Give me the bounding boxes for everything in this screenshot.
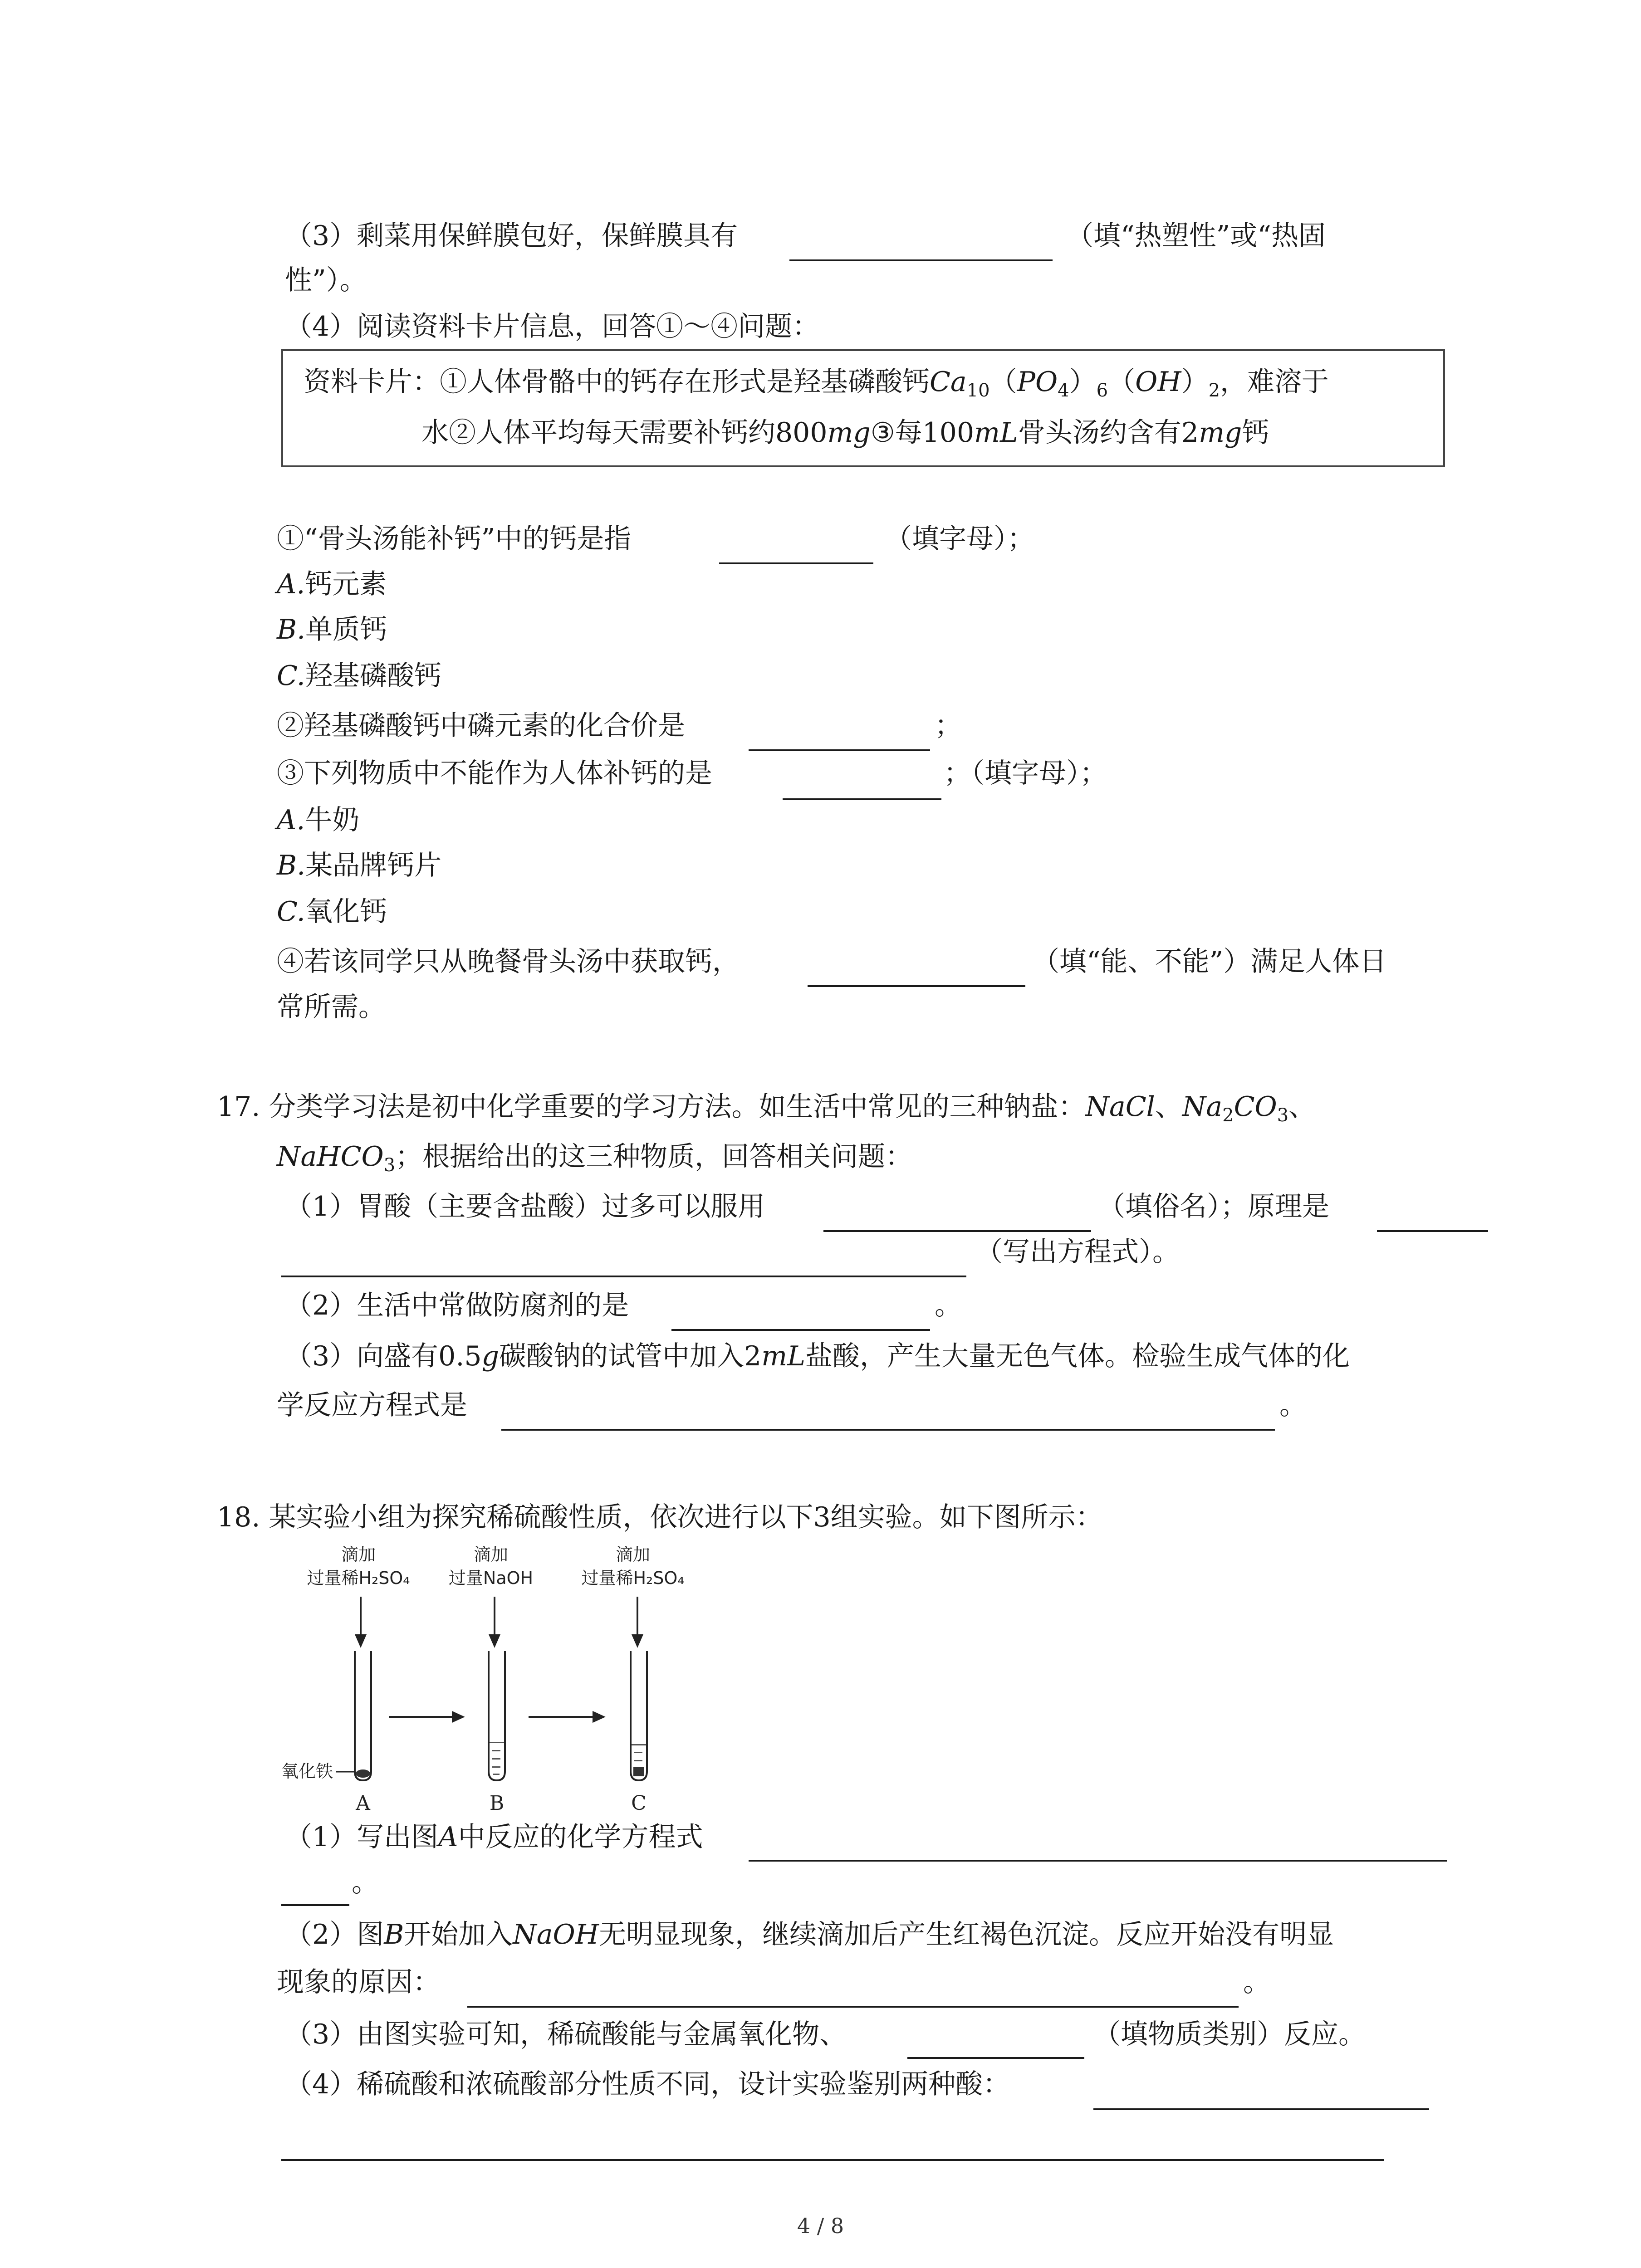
q17-part1-blank-equation-b[interactable] <box>281 1276 966 1277</box>
q16-part3-line1 <box>285 218 738 254</box>
q17-part3-line2: 学反应方程式是 <box>277 1389 467 1421</box>
q18-part2-end: 。 <box>1243 1966 1270 1998</box>
q16-sub1-hint: （填字母）； <box>885 523 1034 555</box>
q16-sub1-option-a[interactable]: A.钙元素 <box>277 568 387 600</box>
page-number: 4 / 8 <box>797 2214 844 2238</box>
q18-stem: 18. 某实验小组为探究稀硫酸性质，依次进行以下3组实验。如下图所示： <box>217 1501 1103 1533</box>
q16-sub3-option-b[interactable]: B.某品牌钙片 <box>277 850 442 881</box>
q16-sub1-blank[interactable] <box>719 562 873 564</box>
q16-sub2-blank[interactable] <box>749 749 930 751</box>
tube-label-b: B <box>489 1792 505 1815</box>
q16-part3-blank[interactable] <box>789 259 1053 261</box>
q18-part1-blank-b[interactable] <box>281 1904 349 1906</box>
q16-sub3-blank[interactable] <box>783 798 941 800</box>
q16-sub2-end: ； <box>935 710 962 742</box>
tube-label-a: A <box>356 1792 370 1815</box>
q18-part1-blank-a[interactable] <box>749 1860 1447 1862</box>
q18-part2-blank[interactable] <box>467 2006 1239 2008</box>
q18-part3-text: （3）由图实验可知，稀硫酸能与金属氧化物、 <box>285 2019 847 2050</box>
q18-part1-text: （1）写出图A中反应的化学方程式 <box>285 1821 703 1853</box>
q18-part3-blank[interactable] <box>907 2057 1084 2059</box>
q18-part4-blank-a[interactable] <box>1093 2108 1429 2110</box>
q16-part3-line2: 性”）。 <box>285 264 367 296</box>
tube-c-top-label-2: 过量稀H₂SO₄ <box>581 1568 685 1588</box>
test-tubes <box>355 1651 647 1780</box>
q16-part4-intro: （4）阅读资料卡片信息，回答①～④问题： <box>285 311 820 342</box>
q16-sub4-hint: （填“能、不能”）满足人体日 <box>1032 946 1387 978</box>
info-card-line1: 资料卡片：①人体骨骼中的钙存在形式是羟基磷酸钙$Ca_{10}(PO_4)_6(OH)_2$，难溶于 <box>304 366 1329 401</box>
q18-part4-blank-b[interactable] <box>281 2159 1384 2161</box>
sequence-arrows <box>389 1712 603 1721</box>
q17-part2-text: （2）生活中常做防腐剂的是 <box>285 1290 629 1321</box>
q16-sub3-option-c[interactable]: C.氧化钙 <box>277 896 387 928</box>
q16-sub1-option-c[interactable]: C.羟基磷酸钙 <box>277 660 441 692</box>
q16-part3-hint: （填“热塑性”或“热固 <box>1066 220 1326 252</box>
q17-stem-line2: NaHCO$_3$；根据给出的这三种物质，回答相关问题： <box>277 1141 913 1176</box>
q17-part2-end: 。 <box>935 1290 962 1321</box>
q16-sub2-question: ②羟基磷酸钙中磷元素的化合价是 <box>277 710 685 742</box>
q18-part1-end: 。 <box>352 1867 379 1898</box>
q16-sub1-option-b[interactable]: B.单质钙 <box>277 614 387 645</box>
q18-part4-text: （4）稀硫酸和浓硫酸部分性质不同，设计实验鉴别两种酸： <box>285 2068 1010 2100</box>
q16-sub3-hint: ；（填字母）； <box>944 758 1107 789</box>
q16-sub4-blank[interactable] <box>808 985 1025 987</box>
info-card <box>281 349 1445 467</box>
tube-a-top-label-1: 滴加 <box>341 1545 376 1564</box>
q16-sub4-question: ④若该同学只从晚餐骨头汤中获取钙， <box>277 946 740 978</box>
q16-sub3-option-a[interactable]: A.牛奶 <box>277 804 360 836</box>
drip-arrows <box>356 1597 642 1646</box>
tube-a-top-label-2: 过量稀H₂SO₄ <box>307 1568 410 1588</box>
q18-part2-line2: 现象的原因： <box>277 1966 440 1998</box>
q18-part3-hint: （填物质类别）反应。 <box>1093 2019 1366 2050</box>
ferric-oxide-label: 氧化铁 <box>281 1761 333 1781</box>
q17-part3-end: 。 <box>1279 1389 1307 1421</box>
q17-part2-blank[interactable] <box>671 1329 930 1331</box>
q16-sub3-question: ③下列物质中不能作为人体补钙的是 <box>277 758 712 789</box>
q17-part3-blank[interactable] <box>501 1429 1275 1431</box>
q16-sub4-line2: 常所需。 <box>277 991 386 1023</box>
q17-stem-line1: 17. 分类学习法是初中化学重要的学习方法。如生活中常见的三种钠盐：NaCl、$Na_2CO_3$、 <box>217 1091 1316 1126</box>
q17-part1-hint: （填俗名）；原理是 <box>1098 1191 1329 1222</box>
q17-part3-line1: （3）向盛有0.5g碳酸钠的试管中加入2mL盐酸，产生大量无色气体。检验生成气体的化 <box>285 1340 1350 1372</box>
tube-b-liquid <box>490 1742 504 1775</box>
q18-part2-line1: （2）图B开始加入NaOH无明显现象，继续滴加后产生红褐色沉淀。反应开始没有明显 <box>285 1919 1334 1950</box>
q17-part1-blank-name[interactable] <box>823 1230 1091 1232</box>
q16-sub1-question: ①“骨头汤能补钙”中的钙是指 <box>277 523 632 555</box>
q16-part3-text: （3）剩菜用保鲜膜包好，保鲜膜具有 <box>285 220 738 252</box>
q18-experiment-figure <box>272 1542 726 1814</box>
tube-b-top-label-1: 滴加 <box>473 1545 509 1564</box>
tube-a-powder <box>356 1769 370 1778</box>
tube-c-top-label-1: 滴加 <box>615 1545 651 1564</box>
q17-part1-text: （1）胃酸（主要含盐酸）过多可以服用 <box>285 1191 765 1222</box>
tube-b-top-label-2: 过量NaOH <box>448 1568 534 1588</box>
q17-part1-hint2: （写出方程式）。 <box>975 1236 1180 1268</box>
info-card-line2: 水②人体平均每天需要补钙约800mg③每100mL骨头汤约含有2mg钙 <box>421 417 1269 449</box>
q17-part1-blank-equation-a[interactable] <box>1377 1230 1488 1232</box>
tube-c-liquid <box>632 1744 646 1776</box>
tube-label-c: C <box>631 1792 647 1815</box>
